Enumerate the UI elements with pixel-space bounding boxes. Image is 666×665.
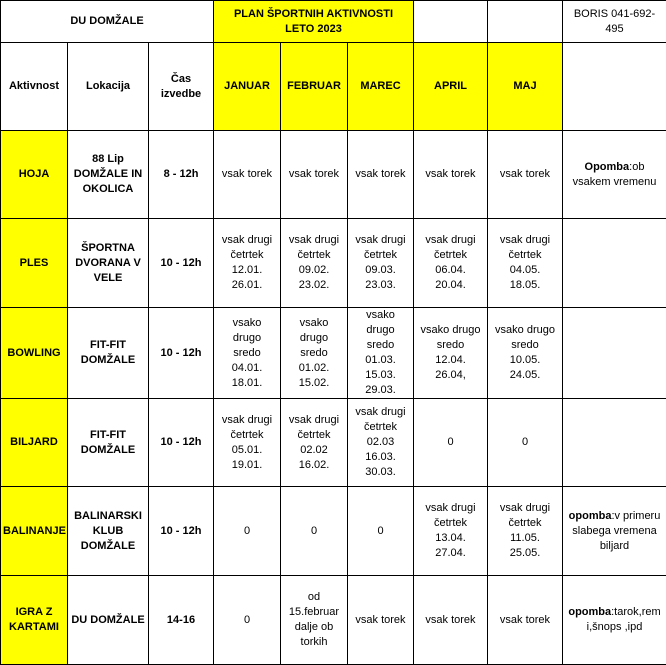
schedule-cell bbox=[488, 399, 563, 487]
schedule-cell bbox=[348, 131, 414, 219]
cell-line: vsako drugo bbox=[416, 323, 485, 338]
location bbox=[68, 399, 149, 487]
cell-line: vsak torek bbox=[283, 167, 345, 182]
cell-line: 15.02. bbox=[283, 376, 345, 391]
cell-line: četrtek bbox=[416, 516, 485, 531]
activity-row bbox=[1, 131, 666, 219]
cell-line: OKOLICA bbox=[70, 182, 146, 197]
activity-row bbox=[1, 487, 666, 576]
cell-line: 05.01. bbox=[216, 443, 278, 458]
schedule-cell bbox=[488, 308, 563, 399]
cell-line: drugo bbox=[216, 331, 278, 346]
cell-line: BOWLING bbox=[3, 346, 65, 361]
schedule-cell bbox=[348, 399, 414, 487]
cell-line: IGRA Z bbox=[3, 605, 65, 620]
cell-line: KLUB bbox=[70, 524, 146, 539]
cell-line: četrtek bbox=[216, 248, 278, 263]
cell-line: vsak drugi bbox=[490, 501, 560, 516]
cell-line: vsak torek bbox=[490, 167, 560, 182]
cell-line: vsak drugi bbox=[350, 405, 411, 420]
activity-row bbox=[1, 219, 666, 308]
cell-line: vsako drugo bbox=[490, 323, 560, 338]
cell-line: drugo bbox=[283, 331, 345, 346]
cell-line: četrtek bbox=[216, 428, 278, 443]
cell-line: vsako bbox=[216, 316, 278, 331]
note-text: :v primeru bbox=[611, 510, 660, 522]
cell-line: 30.03. bbox=[350, 465, 411, 480]
time-slot: 10 - 12h bbox=[149, 399, 214, 487]
activity-row bbox=[1, 576, 666, 665]
note-label: Opomba bbox=[585, 161, 630, 173]
schedule-cell bbox=[214, 219, 281, 308]
cell-line: 0 bbox=[216, 524, 278, 539]
schedule-cell bbox=[281, 487, 348, 576]
cell-line: četrtek bbox=[350, 248, 411, 263]
cell-line: 26.04, bbox=[416, 368, 485, 383]
column-header-month: FEBRUAR bbox=[281, 43, 348, 131]
cell-line: od bbox=[283, 590, 345, 605]
note-text: i,šnops ,ipd bbox=[587, 621, 643, 633]
blank-cell bbox=[488, 1, 563, 43]
column-header-month: MAJ bbox=[488, 43, 563, 131]
time-slot: 10 - 12h bbox=[149, 487, 214, 576]
column-header-time-line: izvedbe bbox=[151, 87, 211, 102]
note-cell bbox=[563, 576, 666, 665]
plan-title-line: PLAN ŠPORTNIH AKTIVNOSTI bbox=[216, 7, 411, 22]
schedule-cell bbox=[348, 487, 414, 576]
title-row bbox=[1, 1, 666, 43]
activity-name bbox=[1, 399, 68, 487]
cell-line: BILJARD bbox=[3, 435, 65, 450]
schedule-cell bbox=[214, 487, 281, 576]
note-cell bbox=[563, 308, 666, 399]
cell-line: vsak torek bbox=[216, 167, 278, 182]
cell-line: 16.03. bbox=[350, 450, 411, 465]
cell-line: DOMŽALE bbox=[70, 353, 146, 368]
location bbox=[68, 576, 149, 665]
cell-line: drugo bbox=[350, 323, 411, 338]
cell-line: 01.02. bbox=[283, 361, 345, 376]
time-slot: 10 - 12h bbox=[149, 219, 214, 308]
activity-name bbox=[1, 576, 68, 665]
header-row bbox=[1, 43, 666, 131]
cell-line: 06.04. bbox=[416, 263, 485, 278]
schedule-cell bbox=[414, 487, 488, 576]
schedule-cell bbox=[281, 399, 348, 487]
cell-line: sredo bbox=[283, 346, 345, 361]
location bbox=[68, 219, 149, 308]
time-slot: 14-16 bbox=[149, 576, 214, 665]
cell-line: vsak drugi bbox=[283, 413, 345, 428]
cell-line: VELE bbox=[70, 271, 146, 286]
cell-line: 0 bbox=[490, 435, 560, 450]
cell-line: DOMŽALE bbox=[70, 539, 146, 554]
schedule-cell bbox=[488, 487, 563, 576]
cell-line: 0 bbox=[283, 524, 345, 539]
schedule-cell bbox=[214, 399, 281, 487]
column-header-month: APRIL bbox=[414, 43, 488, 131]
cell-line: 01.03. bbox=[350, 353, 411, 368]
cell-line: 29.03. bbox=[350, 383, 411, 398]
cell-line: HOJA bbox=[3, 167, 65, 182]
cell-line: 0 bbox=[416, 435, 485, 450]
cell-line: 20.04. bbox=[416, 278, 485, 293]
cell-line: 24.05. bbox=[490, 368, 560, 383]
cell-line: 10.05. bbox=[490, 353, 560, 368]
schedule-cell bbox=[348, 576, 414, 665]
schedule-cell bbox=[414, 131, 488, 219]
cell-line: četrtek bbox=[283, 428, 345, 443]
cell-line: vsak drugi bbox=[490, 233, 560, 248]
cell-line: 15.februar bbox=[283, 605, 345, 620]
schedule-cell bbox=[214, 131, 281, 219]
cell-line: 11.05. bbox=[490, 531, 560, 546]
time-slot: 8 - 12h bbox=[149, 131, 214, 219]
plan-title bbox=[214, 1, 414, 43]
activity-row bbox=[1, 308, 666, 399]
cell-line: torkih bbox=[283, 635, 345, 650]
cell-line: 09.02. bbox=[283, 263, 345, 278]
cell-line: 04.05. bbox=[490, 263, 560, 278]
cell-line: vsak drugi bbox=[350, 233, 411, 248]
cell-line: BALINANJE bbox=[3, 524, 65, 539]
schedule-cell bbox=[214, 576, 281, 665]
schedule-cell bbox=[348, 219, 414, 308]
cell-line: sredo bbox=[350, 338, 411, 353]
column-header-month: JANUAR bbox=[214, 43, 281, 131]
schedule-cell bbox=[414, 399, 488, 487]
column-header-month: MAREC bbox=[348, 43, 414, 131]
cell-line: vsak drugi bbox=[416, 233, 485, 248]
column-header-time-line: Čas bbox=[151, 72, 211, 87]
activity-name bbox=[1, 308, 68, 399]
activity-name bbox=[1, 487, 68, 576]
cell-line: FIT-FIT bbox=[70, 338, 146, 353]
activity-name bbox=[1, 131, 68, 219]
schedule-cell bbox=[214, 308, 281, 399]
note-text: slabega vremena bbox=[572, 525, 656, 537]
schedule-cell bbox=[488, 219, 563, 308]
schedule-cell bbox=[488, 131, 563, 219]
schedule-cell bbox=[348, 308, 414, 399]
note-label: opomba bbox=[569, 510, 612, 522]
plan-title-year: LETO 2023 bbox=[216, 22, 411, 37]
cell-line: vsako bbox=[283, 316, 345, 331]
cell-line: vsak torek bbox=[350, 613, 411, 628]
cell-line: vsak drugi bbox=[416, 501, 485, 516]
cell-line: 0 bbox=[350, 524, 411, 539]
cell-line: vsak drugi bbox=[216, 233, 278, 248]
cell-line: sredo bbox=[216, 346, 278, 361]
column-header-time bbox=[149, 43, 214, 131]
cell-line: vsak drugi bbox=[283, 233, 345, 248]
cell-line: 19.01. bbox=[216, 458, 278, 473]
note-text: :ob bbox=[629, 161, 644, 173]
cell-line: 0 bbox=[216, 613, 278, 628]
cell-line: 04.01. bbox=[216, 361, 278, 376]
cell-line: 88 Lip bbox=[70, 152, 146, 167]
note-cell bbox=[563, 487, 666, 576]
cell-line: 25.05. bbox=[490, 546, 560, 561]
cell-line: DOMŽALE IN bbox=[70, 167, 146, 182]
cell-line: vsako bbox=[350, 308, 411, 323]
note-text: vsakem vremenu bbox=[573, 176, 657, 188]
time-slot: 10 - 12h bbox=[149, 308, 214, 399]
cell-line: PLES bbox=[3, 256, 65, 271]
note-text: biljard bbox=[600, 540, 629, 552]
cell-line: 26.01. bbox=[216, 278, 278, 293]
cell-line: sredo bbox=[416, 338, 485, 353]
activity-row bbox=[1, 399, 666, 487]
cell-line: vsak drugi bbox=[216, 413, 278, 428]
cell-line: DU DOMŽALE bbox=[70, 613, 146, 628]
note-cell bbox=[563, 399, 666, 487]
cell-line: 16.02. bbox=[283, 458, 345, 473]
cell-line: četrtek bbox=[283, 248, 345, 263]
cell-line: 27.04. bbox=[416, 546, 485, 561]
schedule-cell bbox=[414, 219, 488, 308]
cell-line: 02.02 bbox=[283, 443, 345, 458]
cell-line: 23.02. bbox=[283, 278, 345, 293]
column-header-notes bbox=[563, 43, 666, 131]
cell-line: vsak torek bbox=[350, 167, 411, 182]
cell-line: KARTAMI bbox=[3, 620, 65, 635]
cell-line: 12.01. bbox=[216, 263, 278, 278]
cell-line: DOMŽALE bbox=[70, 443, 146, 458]
schedule-cell bbox=[281, 131, 348, 219]
note-label: opomba bbox=[568, 606, 611, 618]
note-cell bbox=[563, 219, 666, 308]
column-header-location: Lokacija bbox=[68, 43, 149, 131]
cell-line: 02.03 bbox=[350, 435, 411, 450]
cell-line: sredo bbox=[490, 338, 560, 353]
location bbox=[68, 308, 149, 399]
cell-line: DVORANA V bbox=[70, 256, 146, 271]
blank-cell bbox=[414, 1, 488, 43]
activity-name bbox=[1, 219, 68, 308]
cell-line: četrtek bbox=[416, 248, 485, 263]
cell-line: četrtek bbox=[490, 248, 560, 263]
schedule-cell bbox=[281, 219, 348, 308]
note-text: :tarok,rem bbox=[611, 606, 661, 618]
location bbox=[68, 131, 149, 219]
cell-line: 12.04. bbox=[416, 353, 485, 368]
cell-line: 18.05. bbox=[490, 278, 560, 293]
schedule-cell bbox=[414, 576, 488, 665]
schedule-cell bbox=[281, 308, 348, 399]
cell-line: vsak torek bbox=[490, 613, 560, 628]
cell-line: četrtek bbox=[490, 516, 560, 531]
cell-line: četrtek bbox=[350, 420, 411, 435]
cell-line: BALINARSKI bbox=[70, 509, 146, 524]
cell-line: FIT-FIT bbox=[70, 428, 146, 443]
schedule-cell bbox=[414, 308, 488, 399]
schedule-cell bbox=[488, 576, 563, 665]
cell-line: 09.03. bbox=[350, 263, 411, 278]
cell-line: vsak torek bbox=[416, 613, 485, 628]
cell-line: dalje ob bbox=[283, 620, 345, 635]
cell-line: 23.03. bbox=[350, 278, 411, 293]
cell-line: vsak torek bbox=[416, 167, 485, 182]
schedule-cell bbox=[281, 576, 348, 665]
location bbox=[68, 487, 149, 576]
contact-info: BORIS 041-692-495 bbox=[563, 1, 666, 43]
cell-line: 13.04. bbox=[416, 531, 485, 546]
cell-line: ŠPORTNA bbox=[70, 241, 146, 256]
org-title: DU DOMŽALE bbox=[1, 1, 214, 43]
note-cell bbox=[563, 131, 666, 219]
cell-line: 15.03. bbox=[350, 368, 411, 383]
cell-line: 18.01. bbox=[216, 376, 278, 391]
column-header-activity: Aktivnost bbox=[1, 43, 68, 131]
